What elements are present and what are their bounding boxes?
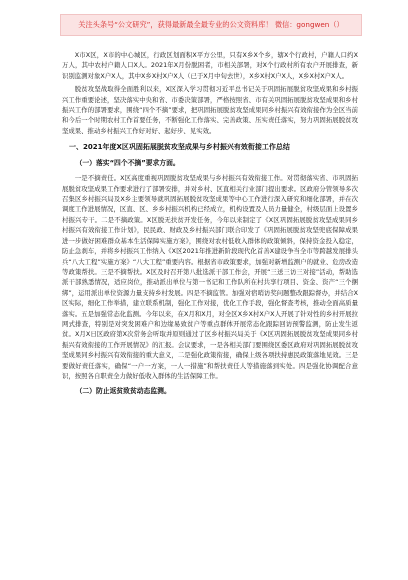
header-banner: 关注头条号“公文研究”，获得最新最全最专业的公文资料库！ 微信：gongwen（） (60, 14, 362, 36)
document-page (62, 50, 358, 401)
subsection-heading-1: （一）落实“四个不摘”要求方面。 (75, 159, 180, 168)
section-heading-1: 一、2021年度X区巩固拓展脱贫攻坚成果与乡村振兴有效衔接工作总结 (69, 143, 290, 152)
intro-paragraph-2: 脱贫攻坚战取得全面胜利以来，X区深入学习贯彻习近平总书记关于巩固拓展脱贫攻坚成果和乡村振兴工作重要论述，坚决落实中央和省、市委决策部署，严格按照省、市有关巩固拓展脱贫攻坚成果和乡村振兴工作的部署要求，围绕“四个不摘”要求，把巩固拓展脱贫攻坚成果同乡村振兴有效衔接作为全区当前和今后一个时期农村工作首要任务，不断强化工作落实、完善政策、压实责任落实，努力巩固拓展脱贫攻坚成果、推动乡村振兴工作好对好、起好步、见实效。 (62, 85, 358, 135)
body-paragraph-1: 一是不摘责任。X区高度重视巩固脱贫攻坚成果与乡村振兴有效衔接工作。对贯彻落实省、市巩固拓展脱贫攻坚成果工作要求进行了部署安排，并对乡村、区直相关行业部门提出要求。区政府分管领导多次召集区乡村振兴局及X乡主要领导就巩固拓展脱贫攻坚成果等中心工作进行深入研究和细化部署，并在次调度工作进展情况，区直、区、乡乡村振兴机构已经成立，机构设置及人员力量健全，村级层面上设置乡村振兴专干。二是不摘政策。X区脱无扶贫开发任务，今年以来制定了《X区巩固拓展脱贫攻坚成果同乡村振兴有效衔接工作计划》，民民政、财政及乡村振兴部门联合印发了《巩固拓展脱贫攻坚兜底保障成果进一步做好困难群众基本生活保障实施方案》，围绕对农村低收入群体的政策倾斜，保持资金投入稳定，防止急刹车，并将乡村振兴工作纳入《X区2021年推进新阶段现代化首善X建设争当全市等跨越发展排头兵“八大工程”实施方案》“八大工程”重要内容。根据省市政策要求，加强对新增监测户的就业、危房改造等政策帮扶。三是不摘帮扶。X区及时召开第八批选派干部工作会，开展“三送三访三对接”活动，帮助选派干部熟悉情况，适应岗位，推动派出单位与第一书记和工作队所在村共享行项目、资金、资产“三个捆绑”，运用派出单位资源力量支持乡村发展。四是不摘监管。加强对宿哨访奖问题整改跟踪督办，并结合X区实际，细化工作举措，建立联系机制，强化工作对接，优化工作手段，强化督查考核，推动全面高质量落实。五是加强常态化监测。今年以来，在X月和X月，对全区X乡X村X户X人开展了针对性的乡村开展拉网式排查，特别是对突发困难户和边缘易致贫户等重点群体开展常态化跟踪回访预警监测，防止发生返贫。X月X日区政府第X次常务会听取并原则通过了区乡村振兴局关于《X区巩固拓展脱贫攻坚成果同乡村振兴有效衔接的工作开展情况》的汇报。会议要求，一是各相关部门要围绕区委区政府对巩固拓展脱贫攻坚成果同乡村振兴有效衔接的重大意义，二是强化政策衔接，确保上级各项扶持惠民政策落地见效。三是要做好责任落实，确保“一户一方案，一人一措施”和帮扶责任人等措施落到实处。四是强化协调配合意识，按照各自职责全力做好低收入群体的生活保障工作。 (62, 174, 358, 380)
subsection-heading-2: （二）防止返贫致贫动态监测。 (75, 387, 171, 396)
intro-paragraph-1: X市X区，X市的中心城区，行政区划面积X平方公里，只有X乡X个乡，辖X个行政村，户籍人口约X万人，其中农村户籍人口X人。2021年X月份脱困者，市相关部署，对X个行政村所有农户开展排查，新识别监测对象X户X人，其中X乡X村X户X人（已于X月中旬去世），X乡X村X户X人，X乡X村X户X人。 (62, 51, 358, 80)
